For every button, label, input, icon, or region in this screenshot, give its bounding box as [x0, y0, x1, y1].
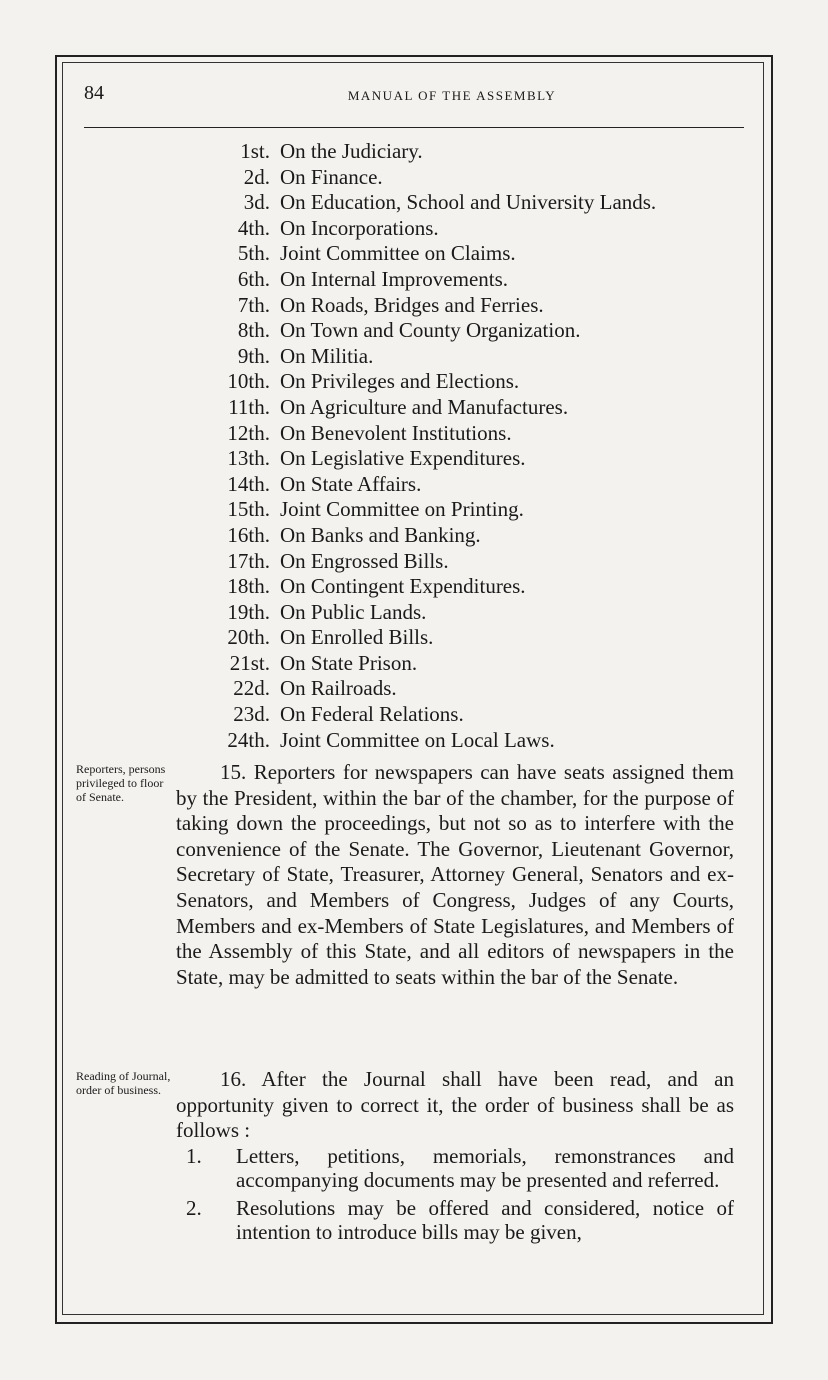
committee-row — [200, 293, 760, 319]
committee-name: On Legislative Expenditures. — [280, 446, 526, 471]
committee-ordinal: 5th. — [237, 241, 270, 266]
committee-name: On State Affairs. — [280, 471, 422, 496]
committee-row — [200, 241, 760, 267]
committee-ordinal: 17th. — [227, 548, 270, 573]
committee-name: On Benevolent Institutions. — [280, 420, 512, 445]
committee-ordinal: 14th. — [227, 471, 270, 496]
page-number: 84 — [84, 82, 104, 104]
page-header — [82, 82, 742, 112]
committee-name: On State Prison. — [280, 650, 418, 675]
committee-name: On Railroads. — [280, 676, 397, 701]
committee-name: On Public Lands. — [280, 599, 427, 624]
committee-name: On Town and County Organization. — [280, 318, 581, 343]
committee-ordinal: 4th. — [237, 215, 270, 240]
committee-name: On Agriculture and Manufactures. — [280, 394, 569, 419]
committee-row — [200, 625, 760, 651]
committee-ordinal: 18th. — [227, 574, 270, 599]
list-item — [182, 1144, 734, 1192]
committee-row — [200, 267, 760, 293]
committee-row — [200, 421, 760, 447]
committee-row — [200, 651, 760, 677]
list-item-text: Letters, petitions, memorials, remonstrances and accompanying documents may be presented and referred. — [236, 1144, 734, 1192]
committee-ordinal: 13th. — [227, 446, 270, 471]
committee-ordinal: 22d. — [233, 676, 270, 701]
committee-ordinal: 12th. — [227, 420, 270, 445]
committee-name: On Roads, Bridges and Ferries. — [280, 292, 544, 317]
committee-name: Joint Committee on Claims. — [280, 241, 516, 266]
committee-row — [200, 676, 760, 702]
committee-ordinal: 24th. — [227, 727, 270, 752]
committee-ordinal: 7th. — [237, 292, 270, 317]
section-15-paragraph — [176, 760, 734, 990]
committee-row — [200, 139, 760, 165]
list-item — [182, 1196, 734, 1244]
committee-row — [200, 600, 760, 626]
committee-row — [200, 216, 760, 242]
committee-row — [200, 446, 760, 472]
committee-name: On Contingent Expenditures. — [280, 574, 526, 599]
header-rule — [84, 127, 744, 128]
committee-name: Joint Committee on Printing. — [280, 497, 524, 522]
committee-ordinal: 15th. — [227, 497, 270, 522]
committee-row — [200, 318, 760, 344]
committee-row — [200, 344, 760, 370]
committee-ordinal: 23d. — [233, 702, 270, 727]
list-item-text: Resolutions may be offered and considered, notice of intention to introduce bills may be given, — [236, 1196, 734, 1244]
committee-ordinal: 8th. — [237, 318, 270, 343]
committee-ordinal: 3d. — [243, 190, 270, 215]
margin-note-reporters: Reporters, persons privileged to floor of Senate. — [76, 762, 166, 804]
committee-ordinal: 16th. — [227, 522, 270, 547]
list-item-number: 2. — [186, 1196, 202, 1220]
list-item-number: 1. — [186, 1144, 202, 1168]
committee-row — [200, 574, 760, 600]
committee-row — [200, 549, 760, 575]
committee-name: On Privileges and Elections. — [280, 369, 520, 394]
page-content — [62, 62, 762, 1313]
section-16-paragraph — [176, 1067, 734, 1144]
committee-name: On the Judiciary. — [280, 139, 423, 163]
committee-row — [200, 497, 760, 523]
committee-name: On Engrossed Bills. — [280, 548, 449, 573]
committee-name: On Federal Relations. — [280, 702, 464, 727]
committee-name: On Education, School and University Lands. — [280, 190, 657, 215]
committee-name: On Enrolled Bills. — [280, 625, 434, 650]
committee-list — [200, 139, 760, 753]
committee-row — [200, 395, 760, 421]
committee-row — [200, 728, 760, 754]
committee-row — [200, 523, 760, 549]
committee-ordinal: 10th. — [227, 369, 270, 394]
running-head: MANUAL OF THE ASSEMBLY — [347, 88, 557, 103]
section-15-text: 15. Reporters for newspapers can have seats assigned them by the President, within the bar of the chamber, for the purpose of taking down the proceedings, but not so as to interfere with the convenience of the Senate. The Governor, Lieutenant Governor, Secretary of State, Treasurer, Attorney General, Senators and ex-Senators, and Members of Congress, Judges of any Courts, Members and ex-Members of State Legislatures, and Members of the Assembly of this State, and all editors of newspapers in the State, may be admitted to seats within the bar of the Senate. — [176, 760, 734, 989]
committee-ordinal: 1st. — [240, 139, 270, 163]
committee-row — [200, 369, 760, 395]
committee-ordinal: 20th. — [227, 625, 270, 650]
committee-ordinal: 2d. — [243, 164, 270, 189]
committee-ordinal: 6th. — [237, 266, 270, 291]
committee-row — [200, 702, 760, 728]
section-16-text: 16. After the Journal shall have been read, and an opportunity given to correct it, the order of business shall be as follows : — [176, 1067, 734, 1143]
committee-name: On Internal Improvements. — [280, 266, 509, 291]
order-of-business-list — [182, 1144, 734, 1248]
committee-ordinal: 19th. — [227, 599, 270, 624]
committee-row — [200, 472, 760, 498]
committee-name: On Militia. — [280, 343, 374, 368]
committee-ordinal: 11th. — [228, 394, 270, 419]
committee-row — [200, 165, 760, 191]
committee-ordinal: 21st. — [229, 650, 270, 675]
committee-row — [200, 190, 760, 216]
committee-name: On Incorporations. — [280, 215, 439, 240]
committee-name: On Finance. — [280, 164, 383, 189]
committee-ordinal: 9th. — [237, 343, 270, 368]
committee-name: Joint Committee on Local Laws. — [280, 727, 555, 752]
committee-name: On Banks and Banking. — [280, 522, 481, 547]
margin-note-journal: Reading of Journal, order of business. — [76, 1069, 171, 1097]
